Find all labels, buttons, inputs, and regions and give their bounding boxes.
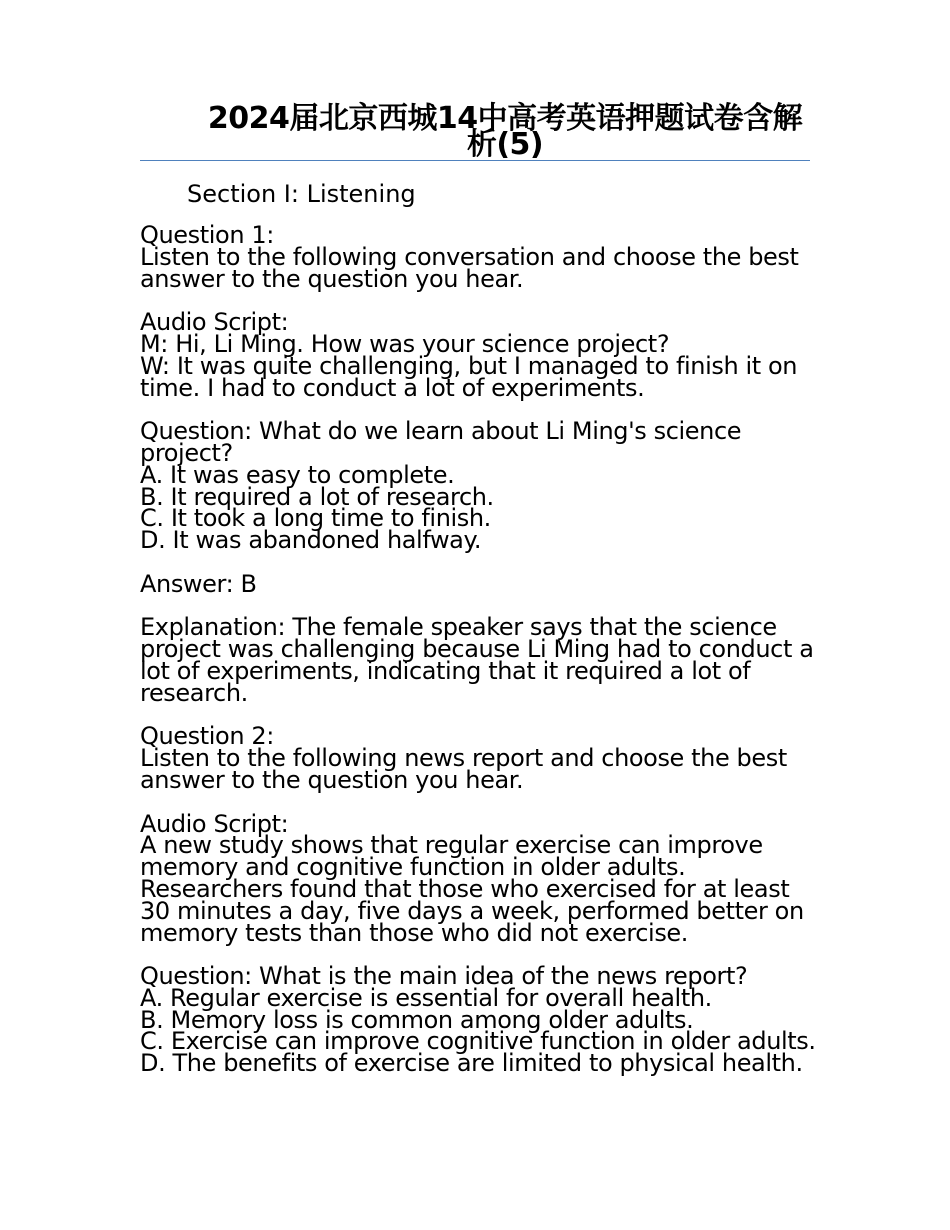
question-2-question: Question: What is the main idea of the news report? (140, 962, 748, 991)
question-1-question-block (140, 417, 820, 555)
question-2-question-block (140, 962, 820, 1078)
question-1-option-d: D. It was abandoned halfway. (140, 526, 482, 555)
question-2-option-c: C. Exercise can improve cognitive function in older adults. (140, 1027, 816, 1056)
question-2-option-b: B. Memory loss is common among older adults. (140, 1005, 694, 1034)
question-2-script-text: A new study shows that regular exercise can improve memory and cognitive function in older adults. Researchers found that those who exercised for at least 30 minutes a day, five days a week, performed better on memory tests than those who did not exercise. (140, 831, 804, 947)
question-2-label: Question 2: (140, 722, 274, 751)
document-body (140, 221, 820, 1097)
question-2-block (140, 722, 820, 794)
title-underline (140, 160, 810, 161)
question-2-option-d: D. The benefits of exercise are limited to physical health. (140, 1049, 803, 1078)
section-heading: Section I: Listening (187, 180, 416, 208)
question-1-script (140, 308, 820, 402)
question-1-answer: Answer: B (140, 569, 257, 598)
question-1-block (140, 221, 820, 293)
question-1-script-m: M: Hi, Li Ming. How was your science project? (140, 329, 670, 358)
question-1-explanation: Explanation: The female speaker says that the science project was challenging because Li Ming had to conduct a lot of experiments, indicating that it required a lot of research. (140, 613, 814, 707)
question-2-script-label: Audio Script: (140, 809, 289, 838)
question-2-script (140, 809, 820, 947)
question-1-question: Question: What do we learn about Li Ming's science project? (140, 417, 742, 467)
question-1-option-c: C. It took a long time to finish. (140, 504, 491, 533)
question-1-script-w: W: It was quite challenging, but I managed to finish it on time. I had to conduct a lot of experiments. (140, 351, 798, 402)
question-2-option-a: A. Regular exercise is essential for overall health. (140, 983, 712, 1012)
question-1-label: Question 1: (140, 221, 274, 249)
question-2-instruction: Listen to the following news report and choose the best answer to the question you hear. (140, 744, 787, 794)
document-title: 2024届北京西城14中高考英语押题试卷含解析(5) (207, 101, 803, 162)
question-1-option-b: B. It required a lot of research. (140, 482, 494, 511)
question-1-script-label: Audio Script: (140, 308, 289, 337)
question-1-instruction: Listen to the following conversation and choose the best answer to the question you hear. (140, 242, 799, 293)
question-1-option-a: A. It was easy to complete. (140, 460, 455, 489)
